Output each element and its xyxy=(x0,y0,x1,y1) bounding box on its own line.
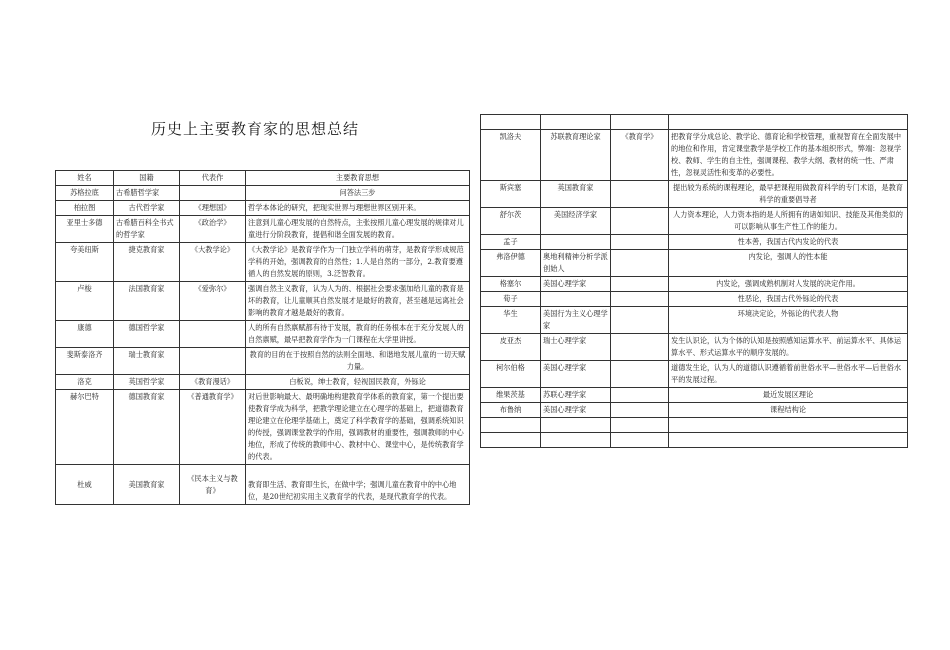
educator-idea: 提出较为系统的课程理论，最早把课程用做教育科学的专门术语，是教育科学的重要倡导者 xyxy=(669,181,908,208)
educator-nationality: 德国哲学家 xyxy=(114,321,180,348)
table-row xyxy=(481,292,908,307)
educator-idea: 哲学本体论的研究，把现实世界与理想世界区别开来。 xyxy=(246,201,470,216)
educator-name: 布鲁纳 xyxy=(481,403,541,418)
table-row xyxy=(56,282,470,321)
table-header-row xyxy=(56,171,470,186)
empty-cell xyxy=(669,418,908,433)
table-row xyxy=(481,418,908,433)
educator-idea: 教育的目的在于按照自然的法则全面地、和谐地发展儿童的一切天赋力量。 xyxy=(246,348,470,375)
educator-work xyxy=(611,403,669,418)
educator-nationality: 美国经济学家 xyxy=(541,208,611,235)
table-row xyxy=(481,277,908,292)
educator-nationality xyxy=(541,235,611,250)
educator-idea: 内发论，强调人的性本能 xyxy=(669,250,908,277)
table-row xyxy=(56,201,470,216)
educator-nationality: 美国教育家 xyxy=(114,465,180,505)
educator-name: 赫尔巴特 xyxy=(56,390,114,465)
educator-nationality: 古代哲学家 xyxy=(114,201,180,216)
educator-name: 柯尔伯格 xyxy=(481,361,541,388)
table-row xyxy=(56,465,470,505)
table-row xyxy=(56,186,470,201)
educator-nationality: 古希腊哲学家 xyxy=(114,186,180,201)
educator-name: 孟子 xyxy=(481,235,541,250)
educator-work xyxy=(611,334,669,361)
educator-idea: 性本善，我国古代内发论的代表 xyxy=(669,235,908,250)
educator-work xyxy=(180,348,246,375)
educator-work: 《理想国》 xyxy=(180,201,246,216)
educator-nationality: 捷克教育家 xyxy=(114,243,180,282)
educator-name: 杜威 xyxy=(56,465,114,505)
empty-cell xyxy=(611,418,669,433)
educator-name: 康德 xyxy=(56,321,114,348)
educator-work xyxy=(611,277,669,292)
educator-idea: 环境决定论，外铄论的代表人物 xyxy=(669,307,908,334)
educator-idea: 最近发展区理论 xyxy=(669,388,908,403)
educator-work: 《民本主义与教育》 xyxy=(180,465,246,505)
educator-name: 荀子 xyxy=(481,292,541,307)
educator-idea: 道德发生论，认为人的道德认识遵循着前世俗水平—世俗水平—后世俗水平的发展过程。 xyxy=(669,361,908,388)
educator-nationality: 古希腊百科全书式的哲学家 xyxy=(114,216,180,243)
educator-name: 皮亚杰 xyxy=(481,334,541,361)
educator-name: 亚里士多德 xyxy=(56,216,114,243)
table-row xyxy=(481,235,908,250)
educator-name: 苏格拉底 xyxy=(56,186,114,201)
educator-idea: 课程结构论 xyxy=(669,403,908,418)
educator-work: 《教育学》 xyxy=(611,130,669,181)
educator-idea: 把教育学分成总论、教学论、德育论和学校管理，重视智育在全面发展中的地位和作用，肯定课堂教学是学校工作的基本组织形式，弊端：忽视学校、教师、学生的自主性，强调课程、教学大纲、教材的统一性、严肃性，忽视灵活性和变革的必要性。 xyxy=(669,130,908,181)
educator-name: 维果茨基 xyxy=(481,388,541,403)
educator-name: 弗洛伊德 xyxy=(481,250,541,277)
table-row xyxy=(481,403,908,418)
educator-idea: 发生认识论，认为个体的认知是按照感知运算水平、前运算水平、具体运算水平、形式运算水平的顺序发展的。 xyxy=(669,334,908,361)
educator-nationality: 苏联教育理论家 xyxy=(541,130,611,181)
educator-idea: 《大教学论》是教育学作为一门独立学科的萌芽，是教育学形成规范学科的开始，强调教育的自然性；1.人是自然的一部分，2.教育要遵循人的自然发展的原则，3.泛智教育。 xyxy=(246,243,470,282)
educator-idea: 教育即生活、教育即生长，在做中学；强调儿童在教育中的中心地位，是20世纪初实用主义教育学的代表，是现代教育学的代表。 xyxy=(246,465,470,505)
educator-name: 柏拉图 xyxy=(56,201,114,216)
empty-cell xyxy=(611,433,669,448)
educator-name: 舒尔茨 xyxy=(481,208,541,235)
table-row xyxy=(56,348,470,375)
educator-work xyxy=(611,250,669,277)
educator-idea: 对后世影响最大、最明确地构建教育学体系的教育家，第一个提出要使教育学成为科学，把教学理论建立在心理学的基础上，把道德教育理论建立在伦理学基础上，奠定了科学教育学的基础，强调系统知识的传授，强调课堂教学的作用，强调教材的重要性，强调教师的中心地位，形成了传统的教师中心、教材中心、课堂中心，是传统教育学的代表。 xyxy=(246,390,470,465)
educator-idea: 人的所有自然禀赋都有待于发展，教育的任务根本在于充分发展人的自然禀赋，最早把教育学作为一门课程在大学里讲授。 xyxy=(246,321,470,348)
educator-nationality: 瑞士心理学家 xyxy=(541,334,611,361)
table-row xyxy=(56,390,470,465)
left-educator-table xyxy=(55,170,470,505)
empty-cell xyxy=(541,418,611,433)
educator-name: 格塞尔 xyxy=(481,277,541,292)
educator-work: 《教育漫话》 xyxy=(180,375,246,390)
empty-cell xyxy=(541,433,611,448)
educator-idea: 人力资本理论，人力资本指的是人所拥有的诸如知识、技能及其他类似的可以影响从事生产性工作的能力。 xyxy=(669,208,908,235)
educator-work xyxy=(611,181,669,208)
empty-cell xyxy=(669,115,908,130)
empty-cell xyxy=(481,433,541,448)
educator-work: 《爱弥尔》 xyxy=(180,282,246,321)
educator-name: 夸美纽斯 xyxy=(56,243,114,282)
educator-work: 《政治学》 xyxy=(180,216,246,243)
educator-idea: 注意到儿童心理发展的自然特点，主张按照儿童心理发展的规律对儿童进行分阶段教育，提倡和谐全面发展的教育。 xyxy=(246,216,470,243)
educator-work xyxy=(180,321,246,348)
educator-name: 卢梭 xyxy=(56,282,114,321)
table-row xyxy=(56,375,470,390)
header-work: 代表作 xyxy=(180,171,246,186)
table-row xyxy=(481,208,908,235)
empty-cell xyxy=(481,418,541,433)
table-row xyxy=(481,433,908,448)
educator-work xyxy=(611,307,669,334)
header-name: 姓名 xyxy=(56,171,114,186)
table-row xyxy=(56,321,470,348)
page-title: 历史上主要教育家的思想总结 xyxy=(150,120,359,138)
educator-nationality: 美国行为主义心理学家 xyxy=(541,307,611,334)
empty-cell xyxy=(481,115,541,130)
educator-nationality: 法国教育家 xyxy=(114,282,180,321)
educator-nationality: 奥地利精神分析学派创始人 xyxy=(541,250,611,277)
educator-work xyxy=(611,208,669,235)
educator-idea: 性恶论，我国古代外铄论的代表 xyxy=(669,292,908,307)
educator-work xyxy=(611,292,669,307)
educator-idea: 白板说，绅士教育，轻视国民教育，外铄论 xyxy=(246,375,470,390)
educator-name: 斐斯泰洛齐 xyxy=(56,348,114,375)
right-educator-table xyxy=(480,114,908,448)
table-row xyxy=(481,334,908,361)
educator-idea: 强调自然主义教育，认为人为的、根据社会要求强加给儿童的教育是坏的教育，让儿童顺其自然发展才是最好的教育，甚至越是远离社会影响的教育才越是最好的教育。 xyxy=(246,282,470,321)
empty-cell xyxy=(669,433,908,448)
educator-work xyxy=(611,235,669,250)
educator-name: 华生 xyxy=(481,307,541,334)
table-row xyxy=(481,130,908,181)
educator-nationality: 英国哲学家 xyxy=(114,375,180,390)
educator-nationality: 德国教育家 xyxy=(114,390,180,465)
educator-nationality xyxy=(541,292,611,307)
table-row xyxy=(481,181,908,208)
table-row xyxy=(481,115,908,130)
table-row xyxy=(56,243,470,282)
educator-name: 洛克 xyxy=(56,375,114,390)
header-nationality: 国籍 xyxy=(114,171,180,186)
educator-nationality: 瑞士教育家 xyxy=(114,348,180,375)
table-row xyxy=(56,216,470,243)
table-row xyxy=(481,250,908,277)
empty-cell xyxy=(611,115,669,130)
educator-nationality: 苏联心理学家 xyxy=(541,388,611,403)
header-idea: 主要教育思想 xyxy=(246,171,470,186)
educator-name: 凯洛夫 xyxy=(481,130,541,181)
table-row xyxy=(481,307,908,334)
empty-cell xyxy=(541,115,611,130)
educator-work: 《普通教育学》 xyxy=(180,390,246,465)
table-row xyxy=(481,361,908,388)
educator-idea: 内发论，强调成熟机制对人发展的决定作用。 xyxy=(669,277,908,292)
educator-work xyxy=(611,361,669,388)
educator-name: 斯宾塞 xyxy=(481,181,541,208)
educator-work xyxy=(180,186,246,201)
educator-nationality: 美国心理学家 xyxy=(541,277,611,292)
educator-work xyxy=(611,388,669,403)
educator-nationality: 英国教育家 xyxy=(541,181,611,208)
educator-nationality: 美国心理学家 xyxy=(541,361,611,388)
educator-work: 《大教学论》 xyxy=(180,243,246,282)
table-row xyxy=(481,388,908,403)
educator-idea: 问答法三步 xyxy=(246,186,470,201)
educator-nationality: 美国心理学家 xyxy=(541,403,611,418)
